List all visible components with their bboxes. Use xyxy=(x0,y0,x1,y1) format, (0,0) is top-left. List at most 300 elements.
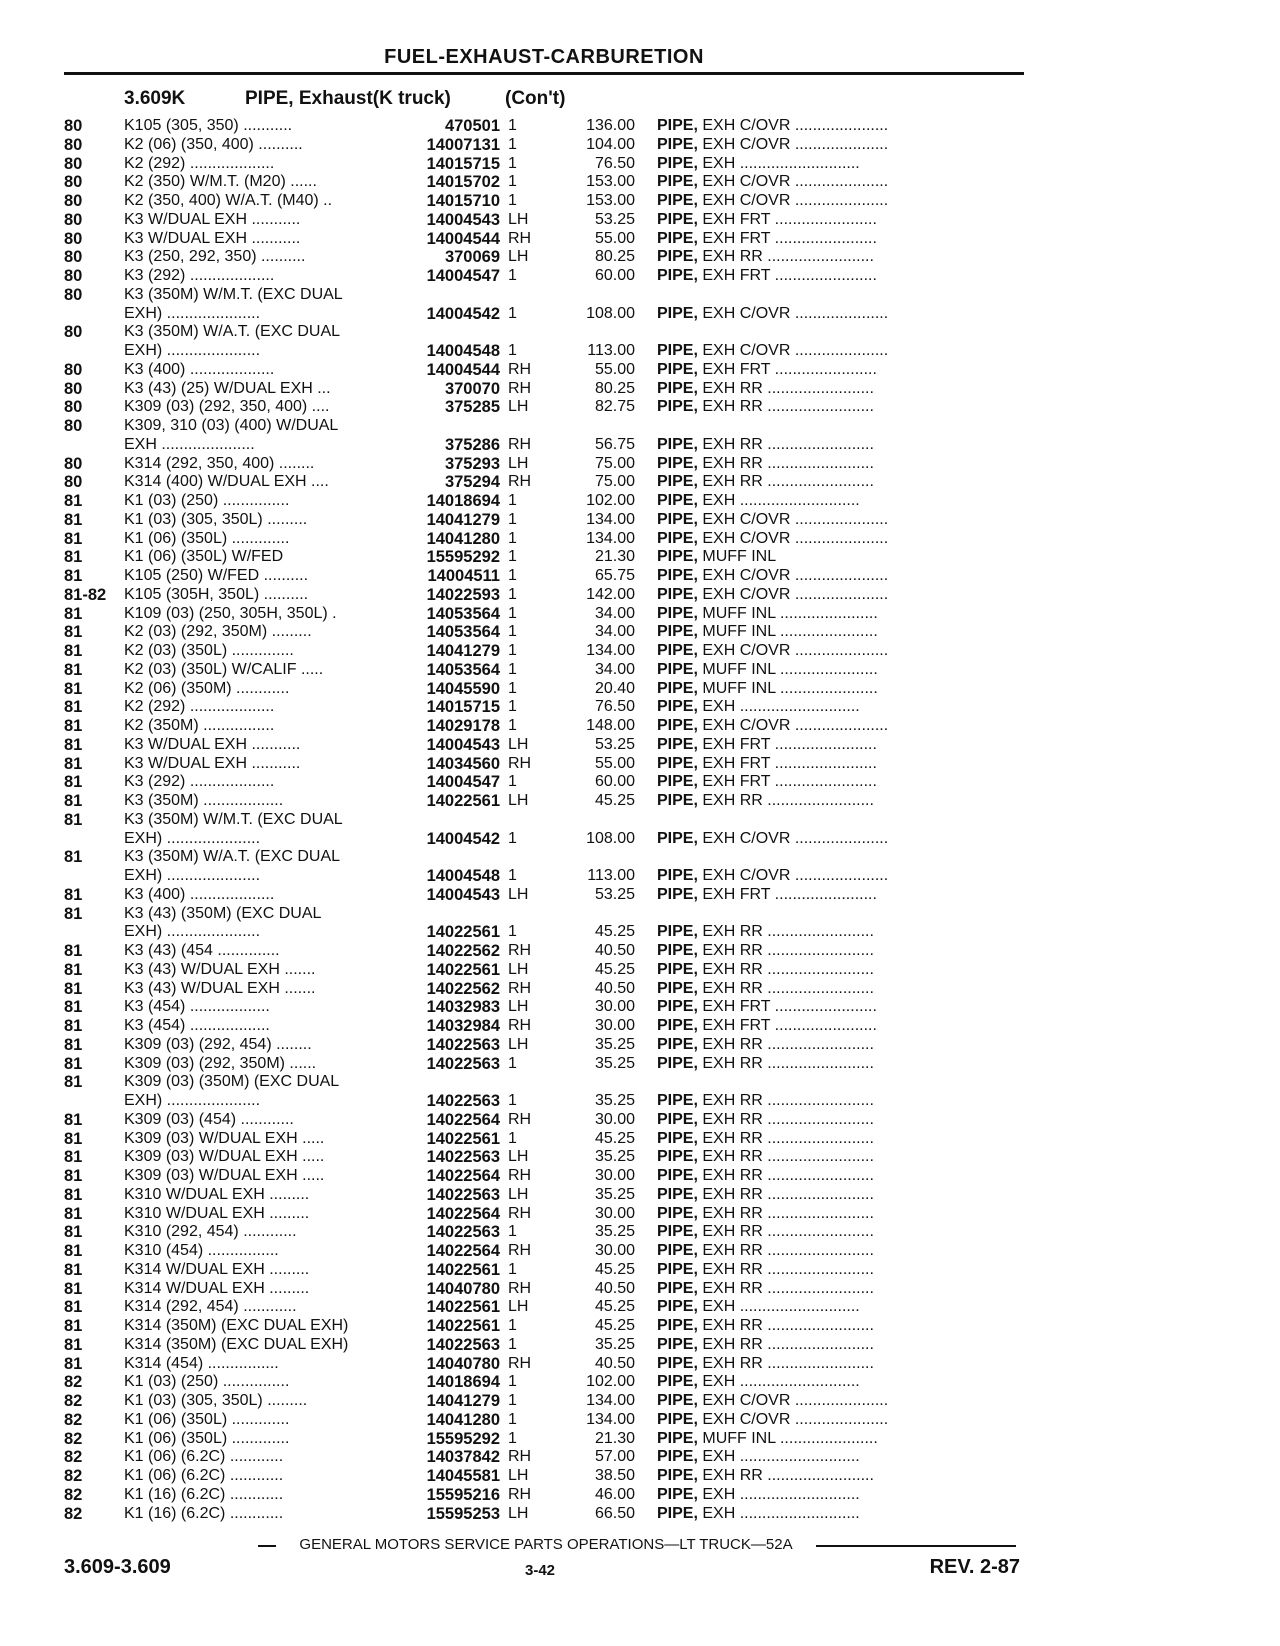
price: 65.75 xyxy=(594,567,635,584)
header-rule xyxy=(64,72,1024,75)
price: 35.25 xyxy=(594,1035,635,1053)
quantity: RH xyxy=(508,229,532,247)
list-item xyxy=(0,1448,1280,1467)
description-detail: EXH C/OVR ..................... xyxy=(702,642,889,659)
description xyxy=(657,830,1017,849)
quantity: LH xyxy=(508,735,529,753)
description xyxy=(657,998,1017,1017)
part-number: 14022561 xyxy=(426,1317,500,1335)
figure-number: 80 xyxy=(64,417,83,435)
description xyxy=(657,867,1017,886)
application: K3 W/DUAL EXH ........... xyxy=(124,754,301,772)
part-number: 14015715 xyxy=(426,154,500,173)
list-item xyxy=(0,698,1280,717)
description-detail: EXH RR ........................ xyxy=(702,792,874,809)
figure-number: 81 xyxy=(64,1017,83,1035)
description-detail: EXH ........................... xyxy=(702,698,860,716)
list-item xyxy=(0,773,1280,792)
part-number: 14040780 xyxy=(426,1279,500,1298)
quantity: RH xyxy=(508,1354,532,1372)
figure-number: 80 xyxy=(64,323,83,342)
part-number: 14022561 xyxy=(426,792,500,810)
description xyxy=(657,1336,1017,1355)
list-item xyxy=(0,848,1280,867)
quantity: LH xyxy=(508,792,529,809)
part-number: 14041279 xyxy=(426,1392,500,1410)
description-detail: EXH RR ........................ xyxy=(702,379,874,397)
description-name: PIPE, xyxy=(657,1017,698,1034)
quantity: 1 xyxy=(508,135,517,153)
quantity: 1 xyxy=(508,623,517,641)
application: K309 (03) (350M) (EXC DUAL xyxy=(124,1073,340,1091)
price: 60.00 xyxy=(594,773,635,791)
quantity: 1 xyxy=(508,829,517,847)
part-number: 14029178 xyxy=(426,717,500,735)
application: K3 (43) (25) W/DUAL EXH ... xyxy=(124,379,331,397)
price: 136.00 xyxy=(586,117,635,134)
description-detail: MUFF INL xyxy=(702,548,777,566)
part-number: 14037842 xyxy=(426,1448,500,1467)
quantity: 1 xyxy=(508,1392,517,1409)
application: K1 (06) (350L) W/FED xyxy=(124,548,284,566)
figure-number: 81 xyxy=(64,1298,83,1317)
price: 134.00 xyxy=(586,529,635,547)
application: K1 (03) (305, 350L) ......... xyxy=(124,510,308,528)
description-detail: EXH FRT ....................... xyxy=(702,229,877,247)
list-item xyxy=(0,155,1280,174)
figure-number: 80 xyxy=(64,379,83,398)
description-detail: EXH C/OVR ..................... xyxy=(702,192,889,209)
figure-number: 81 xyxy=(64,1035,83,1054)
description-name: PIPE, xyxy=(657,173,698,191)
description-detail: EXH RR ........................ xyxy=(702,979,874,997)
list-item xyxy=(0,211,1280,230)
quantity: 1 xyxy=(508,267,517,284)
description xyxy=(657,492,1017,511)
list-item xyxy=(0,286,1280,305)
application: K2 (292) ................... xyxy=(124,698,275,716)
description xyxy=(657,1167,1017,1186)
quantity: LH xyxy=(508,1148,529,1166)
application: K3 W/DUAL EXH ........... xyxy=(124,735,301,753)
part-number: 14022563 xyxy=(426,1054,500,1073)
part-number: 15595216 xyxy=(426,1485,500,1504)
description-name: PIPE, xyxy=(657,1298,698,1316)
description-detail: EXH ........................... xyxy=(702,154,860,172)
description-detail: EXH C/OVR ..................... xyxy=(702,304,889,322)
description-detail: EXH C/OVR ..................... xyxy=(702,867,889,884)
price: 102.00 xyxy=(586,492,635,509)
description-name: PIPE, xyxy=(657,154,698,172)
description-name: PIPE, xyxy=(657,1148,698,1166)
description-name: PIPE, xyxy=(657,885,698,903)
part-number: 14053564 xyxy=(426,604,500,623)
description xyxy=(657,1298,1017,1317)
description xyxy=(657,1242,1017,1261)
description xyxy=(657,1130,1017,1149)
figure-number: 82 xyxy=(64,1392,83,1410)
figure-number: 82 xyxy=(64,1504,83,1523)
application: K3 (350M) W/A.T. (EXC DUAL xyxy=(124,848,341,866)
application: K1 (06) (350L) ............. xyxy=(124,1410,290,1428)
description xyxy=(657,661,1017,680)
quantity: LH xyxy=(508,1298,529,1316)
list-item xyxy=(0,586,1280,605)
quantity: LH xyxy=(508,1504,529,1522)
description xyxy=(657,398,1017,417)
part-number: 14015715 xyxy=(426,698,500,717)
application: K1 (06) (6.2C) ............ xyxy=(124,1448,284,1466)
price: 80.25 xyxy=(594,379,635,397)
application: K3 W/DUAL EXH ........... xyxy=(124,210,301,228)
quantity: 1 xyxy=(508,304,517,322)
part-number: 14022563 xyxy=(426,1223,500,1242)
description-name: PIPE, xyxy=(657,604,698,622)
description xyxy=(657,1186,1017,1205)
description-detail: MUFF INL ...................... xyxy=(702,623,878,641)
list-item xyxy=(0,755,1280,774)
description-name: PIPE, xyxy=(657,1260,698,1278)
quantity: 1 xyxy=(508,1373,517,1391)
description-detail: EXH C/OVR ..................... xyxy=(702,117,889,134)
parts-list xyxy=(0,117,1280,1523)
figure-number: 81 xyxy=(64,510,83,529)
description xyxy=(657,1486,1017,1505)
figure-number: 80 xyxy=(64,267,83,285)
figure-number: 81 xyxy=(64,773,83,792)
description-name: PIPE, xyxy=(657,1354,698,1372)
description xyxy=(657,736,1017,755)
description xyxy=(657,961,1017,980)
quantity: RH xyxy=(508,435,532,453)
price: 134.00 xyxy=(586,1410,635,1428)
price: 53.25 xyxy=(594,735,635,753)
figure-number: 81 xyxy=(64,698,83,717)
description-detail: EXH RR ........................ xyxy=(702,1354,874,1372)
part-number: 14004542 xyxy=(426,829,500,848)
application: K3 (250, 292, 350) .......... xyxy=(124,248,306,266)
quantity: 1 xyxy=(508,1429,517,1447)
description-detail: EXH RR ........................ xyxy=(702,923,874,941)
list-item xyxy=(0,905,1280,924)
figure-number: 81 xyxy=(64,1204,83,1223)
application: K109 (03) (250, 305H, 350L) . xyxy=(124,604,337,622)
part-number: 14022563 xyxy=(426,1035,500,1054)
description-name: PIPE, xyxy=(657,942,698,959)
price: 45.25 xyxy=(594,1129,635,1147)
price: 53.25 xyxy=(594,885,635,903)
description xyxy=(657,155,1017,174)
description xyxy=(657,436,1017,455)
list-item xyxy=(0,1336,1280,1355)
description xyxy=(657,380,1017,399)
quantity: LH xyxy=(508,1035,529,1053)
list-item xyxy=(0,530,1280,549)
application: K314 (350M) (EXC DUAL EXH) xyxy=(124,1317,349,1334)
description xyxy=(657,1017,1017,1036)
description xyxy=(657,1055,1017,1074)
figure-number: 81 xyxy=(64,735,83,754)
part-number: 14022563 xyxy=(426,1185,500,1204)
application: K309, 310 (03) (400) W/DUAL xyxy=(124,417,339,434)
price: 34.00 xyxy=(594,604,635,622)
description xyxy=(657,605,1017,624)
list-item xyxy=(0,1148,1280,1167)
application: K310 W/DUAL EXH ......... xyxy=(124,1204,310,1222)
description xyxy=(657,1036,1017,1055)
description xyxy=(657,1430,1017,1449)
description-detail: EXH C/OVR ..................... xyxy=(702,567,889,584)
description xyxy=(657,230,1017,249)
description-name: PIPE, xyxy=(657,1373,698,1391)
list-item xyxy=(0,473,1280,492)
figure-number: 81 xyxy=(64,604,83,623)
description-detail: EXH FRT ....................... xyxy=(702,1017,877,1034)
figure-number: 82 xyxy=(64,1373,83,1392)
figure-number: 82 xyxy=(64,1485,83,1504)
list-item xyxy=(0,661,1280,680)
quantity: 1 xyxy=(508,1335,517,1353)
figure-number: 80 xyxy=(64,248,83,267)
part-number: 375286 xyxy=(444,435,500,454)
price: 82.75 xyxy=(594,398,635,416)
list-item xyxy=(0,1467,1280,1486)
price: 113.00 xyxy=(587,342,635,359)
description-detail: EXH RR ........................ xyxy=(702,1185,874,1203)
figure-number: 81 xyxy=(64,1054,83,1073)
part-number: 14004547 xyxy=(426,773,500,792)
quantity: 1 xyxy=(508,773,517,791)
footer-range: 3.609-3.609 xyxy=(64,1556,171,1578)
figure-number: 81 xyxy=(64,1317,83,1335)
description-name: PIPE, xyxy=(657,435,698,453)
description-detail: EXH RR ........................ xyxy=(702,435,874,453)
description-detail: EXH FRT ....................... xyxy=(702,998,877,1016)
list-item xyxy=(0,1355,1280,1374)
part-number: 14004543 xyxy=(426,885,500,904)
figure-number: 81 xyxy=(64,1242,83,1260)
application: K3 (400) ................... xyxy=(124,885,275,903)
figure-number: 81 xyxy=(64,492,83,510)
part-number: 375285 xyxy=(444,398,500,417)
application: EXH ..................... xyxy=(124,435,255,453)
list-item xyxy=(0,548,1280,567)
application: K3 (292) ................... xyxy=(124,267,275,284)
description xyxy=(657,267,1017,286)
description xyxy=(657,530,1017,549)
application: K2 (03) (292, 350M) ......... xyxy=(124,623,312,641)
description-detail: MUFF INL ...................... xyxy=(702,1429,878,1447)
application: EXH) ..................... xyxy=(124,304,261,322)
description xyxy=(657,1373,1017,1392)
description xyxy=(657,211,1017,230)
price: 53.25 xyxy=(594,210,635,228)
application: K1 (03) (250) ............... xyxy=(124,492,290,509)
list-item xyxy=(0,1298,1280,1317)
quantity: LH xyxy=(508,248,529,266)
price: 20.40 xyxy=(594,679,635,697)
application: K314 (292, 350, 400) ........ xyxy=(124,454,315,472)
list-item xyxy=(0,1036,1280,1055)
list-item xyxy=(0,1261,1280,1280)
description xyxy=(657,511,1017,530)
list-item xyxy=(0,136,1280,155)
part-number: 370070 xyxy=(444,379,500,398)
description xyxy=(657,1392,1017,1411)
description-name: PIPE, xyxy=(657,473,698,491)
part-number: 14004542 xyxy=(426,304,500,323)
part-number: 470501 xyxy=(444,117,500,135)
description-name: PIPE, xyxy=(657,679,698,697)
description-name: PIPE, xyxy=(657,1467,698,1484)
quantity: 1 xyxy=(508,660,517,678)
list-item xyxy=(0,811,1280,830)
description xyxy=(657,567,1017,586)
description-name: PIPE, xyxy=(657,248,698,266)
part-number: 14022564 xyxy=(426,1167,500,1185)
description xyxy=(657,1411,1017,1430)
description-detail: EXH C/OVR ..................... xyxy=(702,829,889,847)
description-detail: EXH ........................... xyxy=(702,492,860,509)
description-name: PIPE, xyxy=(657,867,698,884)
application: K2 (292) ................... xyxy=(124,154,275,172)
quantity: 1 xyxy=(508,548,517,566)
description-detail: EXH FRT ....................... xyxy=(702,210,877,228)
list-item xyxy=(0,398,1280,417)
quantity: 1 xyxy=(508,1317,517,1334)
part-number: 15595292 xyxy=(426,1429,500,1448)
list-item xyxy=(0,1430,1280,1449)
description-name: PIPE, xyxy=(657,1504,698,1522)
list-item xyxy=(0,248,1280,267)
section-name: PIPE, Exhaust(K truck) xyxy=(245,88,451,109)
quantity: RH xyxy=(508,942,532,959)
description xyxy=(657,1505,1017,1524)
list-item xyxy=(0,1186,1280,1205)
description-name: PIPE, xyxy=(657,1129,698,1147)
quantity: RH xyxy=(508,379,532,397)
description xyxy=(657,473,1017,492)
price: 40.50 xyxy=(594,1354,635,1372)
figure-number: 81 xyxy=(64,567,83,585)
description xyxy=(657,886,1017,905)
application: K309 (03) W/DUAL EXH ..... xyxy=(124,1129,325,1147)
price: 102.00 xyxy=(586,1373,635,1391)
figure-number: 82 xyxy=(64,1410,83,1429)
description-detail: EXH RR ........................ xyxy=(702,398,874,416)
list-item xyxy=(0,455,1280,474)
application: K105 (250) W/FED .......... xyxy=(124,567,309,584)
list-item xyxy=(0,567,1280,586)
price: 55.00 xyxy=(594,360,635,378)
description-name: PIPE, xyxy=(657,1410,698,1428)
description-name: PIPE, xyxy=(657,1204,698,1222)
part-number: 375294 xyxy=(444,473,500,492)
description-name: PIPE, xyxy=(657,360,698,378)
application: K1 (16) (6.2C) ............ xyxy=(124,1485,284,1503)
description-name: PIPE, xyxy=(657,979,698,997)
figure-number: 81 xyxy=(64,1335,83,1354)
quantity: 1 xyxy=(508,1054,517,1072)
application: K314 W/DUAL EXH ......... xyxy=(124,1260,310,1278)
figure-number: 81 xyxy=(64,1223,83,1242)
description xyxy=(657,361,1017,380)
description xyxy=(657,980,1017,999)
description-detail: EXH RR ........................ xyxy=(702,1260,874,1278)
description xyxy=(657,117,1017,136)
description-detail: MUFF INL ...................... xyxy=(702,604,878,622)
quantity: 1 xyxy=(508,1092,517,1109)
price: 66.50 xyxy=(594,1504,635,1522)
price: 38.50 xyxy=(594,1467,635,1484)
quantity: RH xyxy=(508,360,532,378)
description xyxy=(657,1205,1017,1224)
price: 80.25 xyxy=(594,248,635,266)
price: 76.50 xyxy=(594,154,635,172)
description xyxy=(657,755,1017,774)
list-item xyxy=(0,361,1280,380)
description xyxy=(657,192,1017,211)
quantity: LH xyxy=(508,1467,529,1484)
list-item xyxy=(0,886,1280,905)
list-item xyxy=(0,1280,1280,1299)
application: K2 (350) W/M.T. (M20) ...... xyxy=(124,173,317,191)
price: 45.25 xyxy=(594,792,635,809)
description-detail: EXH RR ........................ xyxy=(702,1110,874,1128)
figure-number: 81 xyxy=(64,1167,83,1185)
list-item xyxy=(0,323,1280,342)
application: K3 (350M) W/M.T. (EXC DUAL xyxy=(124,810,343,828)
description-detail: EXH RR ........................ xyxy=(702,1129,874,1147)
quantity: 1 xyxy=(508,529,517,547)
description-name: PIPE, xyxy=(657,192,698,209)
description xyxy=(657,1111,1017,1130)
part-number: 14022561 xyxy=(426,1129,500,1148)
application: K2 (350, 400) W/A.T. (M40) .. xyxy=(124,192,333,209)
description-name: PIPE, xyxy=(657,773,698,791)
price: 45.25 xyxy=(594,960,635,978)
list-item xyxy=(0,1111,1280,1130)
quantity: 1 xyxy=(508,1260,517,1278)
description xyxy=(657,455,1017,474)
figure-number: 80 xyxy=(64,454,83,473)
part-number: 14022561 xyxy=(426,923,500,942)
price: 108.00 xyxy=(586,829,635,847)
quantity: RH xyxy=(508,754,532,772)
application: K309 (03) W/DUAL EXH ..... xyxy=(124,1167,325,1184)
application: K3 (350M) .................. xyxy=(124,792,284,809)
description-detail: EXH C/OVR ..................... xyxy=(702,510,889,528)
part-number: 14015702 xyxy=(426,173,500,192)
price: 60.00 xyxy=(594,267,635,284)
list-item xyxy=(0,792,1280,811)
figure-number: 80 xyxy=(64,154,83,173)
price: 148.00 xyxy=(586,717,635,734)
figure-number: 81 xyxy=(64,792,83,810)
description xyxy=(657,586,1017,605)
description-name: PIPE, xyxy=(657,1392,698,1409)
description xyxy=(657,1467,1017,1486)
figure-number: 82 xyxy=(64,1429,83,1448)
part-number: 14041279 xyxy=(426,642,500,660)
description-detail: EXH RR ........................ xyxy=(702,1035,874,1053)
description-detail: EXH FRT ....................... xyxy=(702,885,877,903)
quantity: LH xyxy=(508,885,529,903)
part-number: 14022593 xyxy=(426,585,500,604)
description xyxy=(657,773,1017,792)
list-item xyxy=(0,305,1280,324)
application: K314 (400) W/DUAL EXH .... xyxy=(124,473,329,491)
